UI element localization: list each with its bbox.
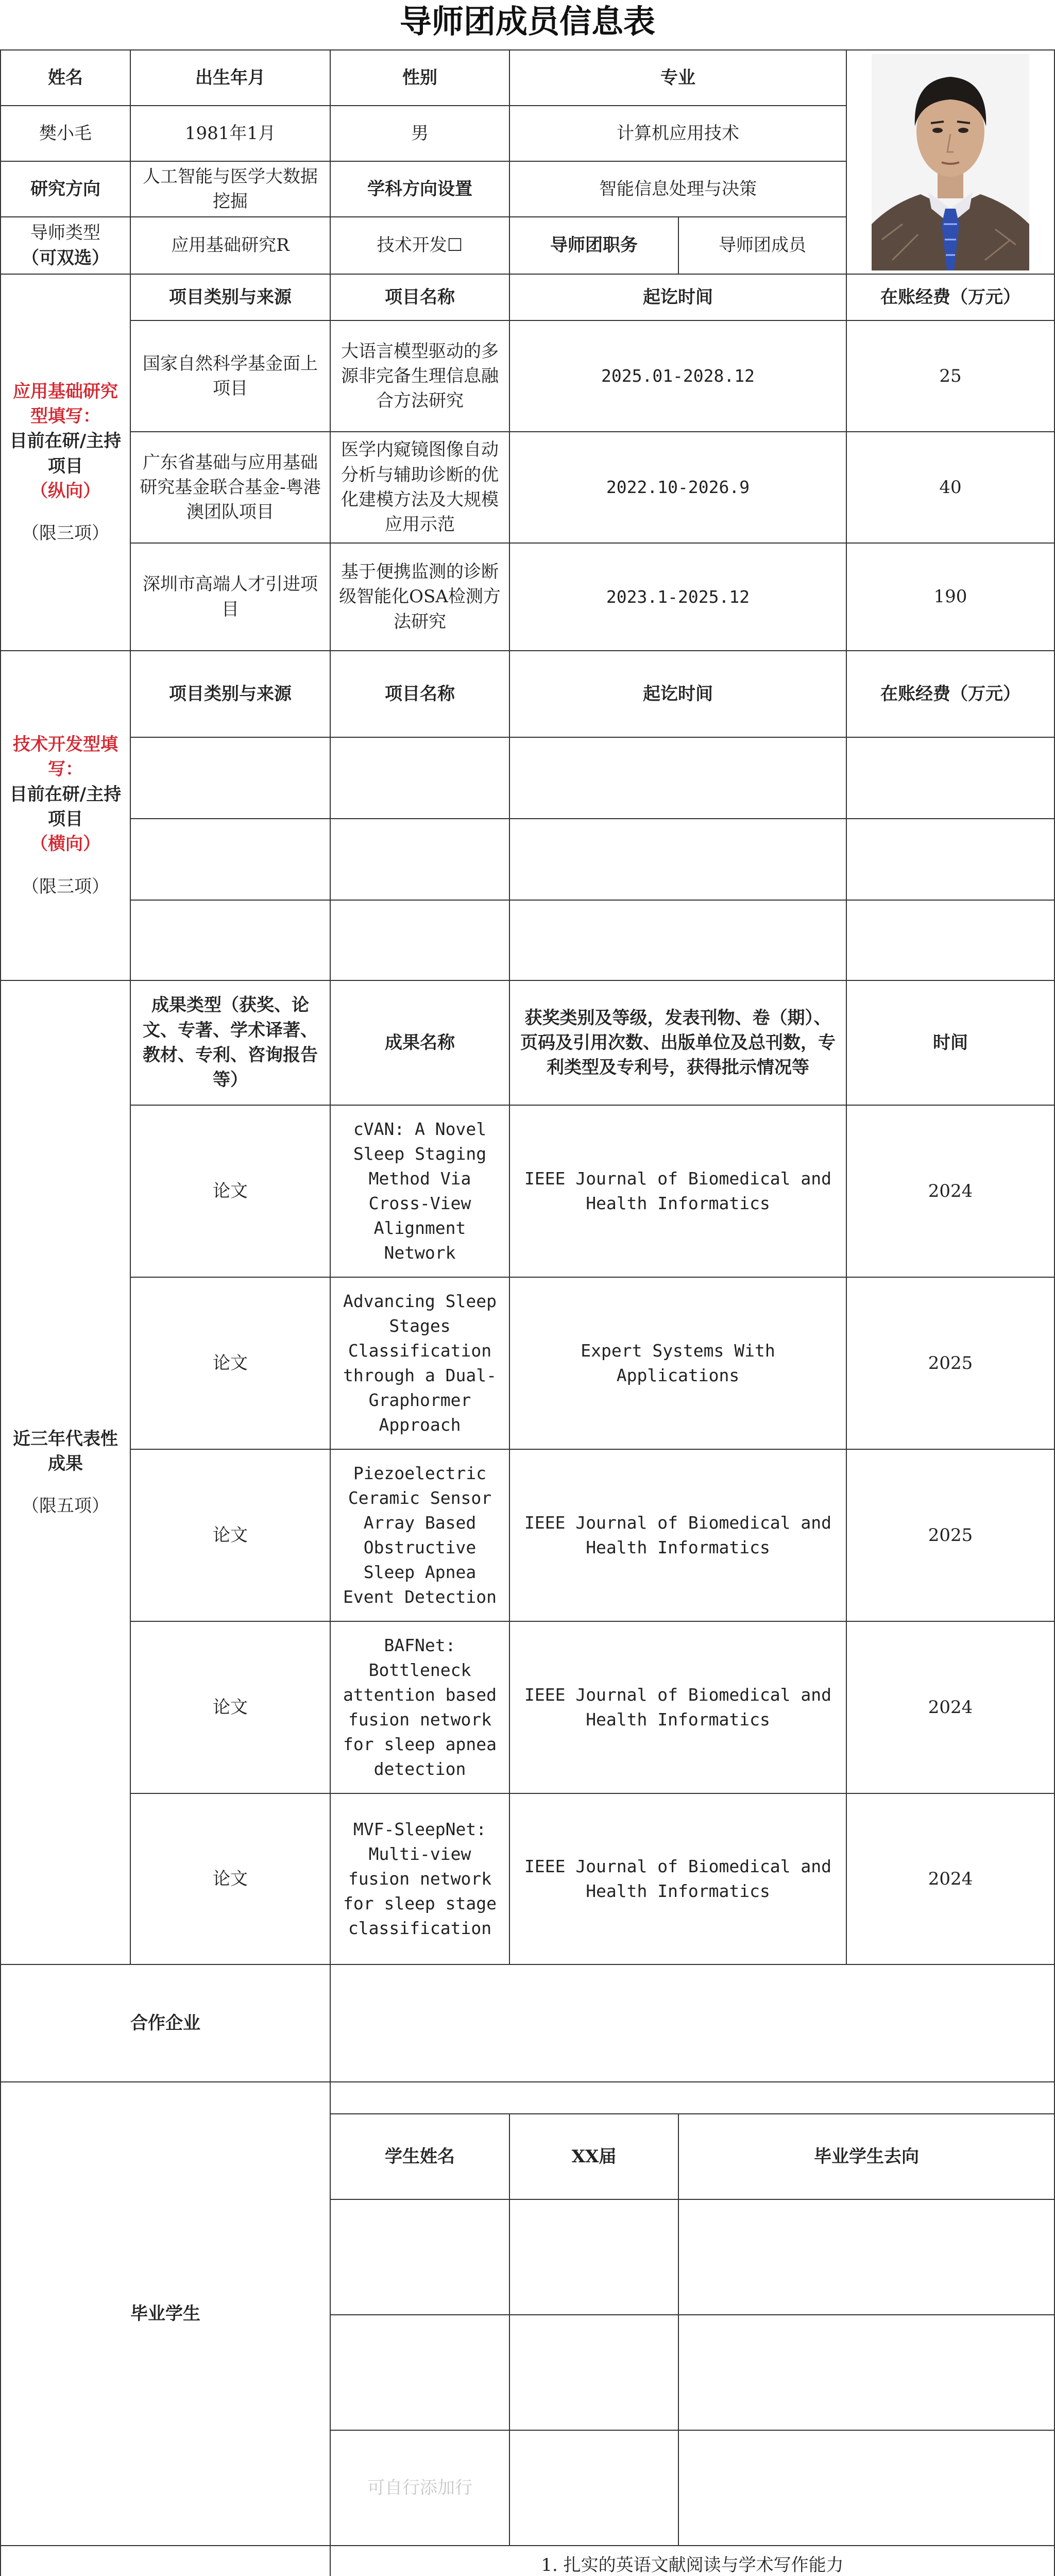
achievements-header-name-text: 成果名称 [385, 1032, 455, 1053]
achievement-row-5-name [330, 1793, 510, 1965]
applied-header-source-text: 项目类别与来源 [169, 286, 292, 308]
achievement-row-5-name-text: MVF-SleepNet: Multi-view fusion network for sleep stage classification [343, 1819, 497, 1938]
achievement-row-2-year-text: 2025 [928, 1352, 973, 1374]
achievement-row-5-venue [509, 1793, 847, 1965]
achievement-row-1-venue [509, 1105, 847, 1278]
tech-header-name [330, 650, 510, 738]
achievement-row-4-type-text: 论文 [213, 1697, 248, 1718]
enterprise-value-cell[interactable] [330, 1964, 1055, 2082]
achievement-row-3-name [330, 1449, 510, 1622]
applied-row-1-source-text: 国家自然科学基金面上项目 [143, 353, 318, 399]
applied-header-period-text: 起讫时间 [643, 286, 713, 308]
mentor-type-option-research-cell[interactable] [130, 216, 331, 275]
achievement-row-4-year-text: 2024 [928, 1697, 973, 1718]
applied-row-1-period-text: 2025.01-2028.12 [601, 366, 755, 386]
gender-value: 男 [411, 123, 429, 144]
tech-row-2-source[interactable] [130, 818, 331, 901]
achievements-header-type [130, 980, 331, 1106]
achievements-header-venue-text: 获奖类别及等级，发表刊物、卷（期）、页码及引用次数、出版单位及总刊数，专利类型及专利号，获得批示情况等 [520, 1007, 836, 1078]
graduates-header-class-text: XX届 [571, 2146, 617, 2167]
role-value: 导师团成员 [719, 235, 806, 256]
research-label-cell [0, 161, 131, 217]
tech-limit: （限三项） [22, 876, 109, 897]
achievement-row-4-name [330, 1621, 510, 1794]
graduates-header-class [509, 2113, 679, 2200]
tech-label-black: 目前在研/主持项目 [9, 784, 122, 829]
tech-section-label [0, 650, 131, 981]
major-value-cell [509, 105, 847, 162]
achievements-limit: （限五项） [22, 1496, 109, 1517]
research-value-cell [130, 161, 331, 217]
achievement-row-3-type [130, 1449, 331, 1622]
mentor-type-label-cell [0, 216, 131, 275]
achievements-header-name [330, 980, 510, 1106]
birth-label-cell [130, 49, 331, 106]
research-label: 研究方向 [30, 178, 100, 199]
applied-header-period [509, 274, 847, 321]
achievement-row-3-year-text: 2025 [928, 1524, 973, 1546]
tech-row-2-period[interactable] [509, 818, 847, 901]
achievement-row-2-type [130, 1277, 331, 1450]
major-label-cell [509, 49, 847, 106]
birth-value-cell [130, 105, 331, 162]
graduate-row-1-class[interactable] [509, 2199, 679, 2315]
applied-row-3-name-text: 基于便携监测的诊断级智能化OSA检测方法研究 [339, 562, 501, 632]
name-value-cell [0, 105, 131, 162]
achievement-row-2-year [846, 1277, 1055, 1450]
achievement-row-5-venue-text: IEEE Journal of Biomedical and Health Informatics [524, 1856, 832, 1901]
graduates-label-cell [0, 2081, 331, 2546]
applied-row-2-funds [846, 431, 1055, 544]
research-value: 人工智能与医学大数据挖掘 [143, 166, 318, 212]
achievement-row-1-year [846, 1105, 1055, 1278]
achievement-row-1-year-text: 2024 [928, 1180, 973, 1201]
mentor-type-option-tech[interactable]: 技术开发☐ [377, 235, 463, 256]
tech-row-2-funds[interactable] [846, 818, 1055, 901]
applied-row-2-period [509, 431, 847, 544]
birth-label: 出生年月 [195, 67, 265, 88]
requirements-label-cell [0, 2545, 331, 2576]
discipline-label-cell [330, 161, 510, 217]
tech-row-3-funds[interactable] [846, 900, 1055, 981]
achievement-row-3-venue-text: IEEE Journal of Biomedical and Health Informatics [524, 1513, 832, 1557]
achievement-row-5-type [130, 1793, 331, 1965]
tech-header-source [130, 650, 331, 738]
major-label: 专业 [660, 67, 695, 88]
requirement-item-1: 1. 扎实的英语文献阅读与学术写作能力 [541, 2555, 844, 2576]
tech-row-3-source[interactable] [130, 900, 331, 981]
tech-header-funds-text: 在账经费（万元） [880, 683, 1020, 704]
applied-label-direction: （纵向） [30, 480, 100, 501]
achievements-header-year [846, 980, 1055, 1106]
applied-row-1-source [130, 320, 331, 432]
achievement-row-3-name-text: Piezoelectric Ceramic Sensor Array Based Obstructive Sleep Apnea Event Detection [343, 1463, 497, 1607]
applied-row-2-funds-text: 40 [939, 477, 962, 498]
graduates-header-name-text: 学生姓名 [385, 2146, 455, 2167]
graduates-header-destination [678, 2113, 1055, 2200]
tech-header-period-text: 起讫时间 [643, 683, 713, 704]
tech-row-1-funds[interactable] [846, 737, 1055, 819]
role-label: 导师团职务 [550, 235, 638, 256]
achievement-row-4-year [846, 1621, 1055, 1794]
tech-row-1-name[interactable] [330, 737, 510, 819]
name-label: 姓名 [48, 67, 83, 88]
achievements-section-label [0, 980, 131, 1965]
tech-row-1-source[interactable] [130, 737, 331, 819]
tech-label-direction: （横向） [30, 834, 100, 855]
applied-limit: （限三项） [22, 523, 109, 544]
tech-header-period [509, 650, 847, 738]
achievement-row-3-venue [509, 1449, 847, 1622]
applied-row-3-period [509, 543, 847, 651]
applied-header-name [330, 274, 510, 321]
mentor-type-label: 导师类型 [30, 223, 100, 244]
achievements-label: 近三年代表性成果 [13, 1428, 118, 1474]
achievements-header-type-text: 成果类型（获奖、论文、专著、学术译著、教材、专利、咨询报告等） [143, 995, 318, 1091]
achievements-header-venue [509, 980, 847, 1106]
enterprise-label: 合作企业 [130, 2012, 200, 2033]
discipline-value: 智能信息处理与决策 [599, 178, 757, 199]
applied-row-2-name-text: 医学内窥镜图像自动分析与辅助诊断的优化建模方法及大规模应用示范 [341, 439, 499, 535]
graduate-row-3-destination[interactable] [678, 2430, 1055, 2546]
graduate-row-3-name[interactable] [330, 2430, 510, 2546]
applied-header-name-text: 项目名称 [385, 286, 455, 308]
achievement-row-4-venue-text: IEEE Journal of Biomedical and Health Informatics [524, 1685, 832, 1730]
graduate-row-2-name[interactable] [330, 2314, 510, 2431]
graduates-header-name [330, 2113, 510, 2200]
applied-row-3-source-text: 深圳市高端人才引进项目 [143, 574, 318, 620]
discipline-label: 学科方向设置 [367, 178, 472, 199]
achievement-row-4-name-text: BAFNet: Bottleneck attention based fusion network for sleep apnea detection [343, 1635, 497, 1779]
birth-value: 1981年1月 [184, 123, 276, 144]
name-label-cell [0, 49, 131, 106]
applied-section-label [0, 274, 131, 651]
applied-header-funds [846, 274, 1055, 321]
role-value-cell [678, 216, 847, 275]
mentor-type-hint: （可双选） [22, 247, 109, 268]
mentor-type-option-research[interactable]: 应用基础研究R [171, 235, 290, 256]
achievements-header-year-text: 时间 [933, 1032, 968, 1053]
achievement-row-1-name-text: cVAN: A Novel Sleep Staging Method Via Cross-View Alignment Network [353, 1119, 487, 1263]
tech-row-3-name[interactable] [330, 900, 510, 981]
achievement-row-5-type-text: 论文 [213, 1868, 248, 1889]
achievement-row-2-venue-text: Expert Systems With Applications [581, 1341, 775, 1385]
applied-row-3-source [130, 543, 331, 651]
tech-header-source-text: 项目类别与来源 [169, 683, 292, 704]
graduate-row-1-name[interactable] [330, 2199, 510, 2315]
applied-label-red: 应用基础研究型填写： [13, 381, 118, 427]
applied-row-2-source-text: 广东省基础与应用基础研究基金联合基金-粤港澳团队项目 [140, 452, 321, 523]
tech-label-red: 技术开发型填写： [13, 734, 118, 780]
graduate-row-1-destination[interactable] [678, 2199, 1055, 2315]
name-value: 樊小毛 [39, 123, 92, 144]
add-row-placeholder[interactable]: 可自行添加行 [367, 2477, 472, 2498]
achievement-row-2-type-text: 论文 [213, 1352, 248, 1374]
portrait-photo [846, 49, 1055, 275]
portrait-photo-icon [872, 54, 1029, 270]
achievement-row-2-venue [509, 1277, 847, 1450]
enterprise-label-cell [0, 1964, 331, 2082]
achievement-row-3-year [846, 1449, 1055, 1622]
graduates-header-destination-text: 毕业学生去向 [814, 2146, 919, 2167]
applied-row-3-funds-text: 190 [933, 586, 967, 607]
applied-row-2-name [330, 431, 510, 544]
page-title: 导师团成员信息表 [399, 3, 655, 40]
achievement-row-3-type-text: 论文 [213, 1524, 248, 1546]
applied-row-1-name [330, 320, 510, 432]
achievement-row-2-name [330, 1277, 510, 1450]
applied-row-1-name-text: 大语言模型驱动的多源非完备生理信息融合方法研究 [341, 341, 499, 412]
achievement-row-2-name-text: Advancing Sleep Stages Classification through a Dual-Graphormer Approach [343, 1291, 497, 1435]
tech-header-name-text: 项目名称 [385, 683, 455, 704]
tech-row-2-name[interactable] [330, 818, 510, 901]
applied-header-funds-text: 在账经费（万元） [880, 286, 1020, 308]
graduates-top-spacer [330, 2081, 1055, 2114]
achievement-row-4-type [130, 1621, 331, 1794]
applied-row-1-period [509, 320, 847, 432]
achievement-row-5-year [846, 1793, 1055, 1965]
tech-row-1-period[interactable] [509, 737, 847, 819]
achievement-row-1-name [330, 1105, 510, 1278]
applied-row-2-period-text: 2022.10-2026.9 [606, 477, 750, 498]
graduate-row-3-class[interactable] [509, 2430, 679, 2546]
achievement-row-1-type [130, 1105, 331, 1278]
achievement-row-1-venue-text: IEEE Journal of Biomedical and Health Informatics [524, 1168, 832, 1213]
applied-header-source [130, 274, 331, 321]
applied-row-3-funds [846, 543, 1055, 651]
achievement-row-5-year-text: 2024 [928, 1868, 973, 1889]
applied-row-3-name [330, 543, 510, 651]
applied-row-2-source [130, 431, 331, 544]
discipline-value-cell [509, 161, 847, 217]
achievement-row-4-venue [509, 1621, 847, 1794]
role-label-cell [509, 216, 679, 275]
tech-row-3-period[interactable] [509, 900, 847, 981]
applied-row-1-funds-text: 25 [939, 365, 962, 386]
graduates-label: 毕业学生 [130, 2303, 200, 2324]
achievement-row-1-type-text: 论文 [213, 1180, 248, 1201]
graduate-row-2-destination[interactable] [678, 2314, 1055, 2431]
tech-header-funds [846, 650, 1055, 738]
applied-row-3-period-text: 2023.1-2025.12 [606, 586, 750, 607]
gender-label-cell [330, 49, 510, 106]
applied-row-1-funds [846, 320, 1055, 432]
gender-label: 性别 [402, 67, 437, 88]
graduate-row-2-class[interactable] [509, 2314, 679, 2431]
applied-label-black: 目前在研/主持项目 [9, 431, 122, 477]
gender-value-cell [330, 105, 510, 162]
major-value: 计算机应用技术 [617, 123, 739, 144]
mentor-type-option-tech-cell[interactable] [330, 216, 510, 275]
requirements-list [330, 2545, 1055, 2576]
